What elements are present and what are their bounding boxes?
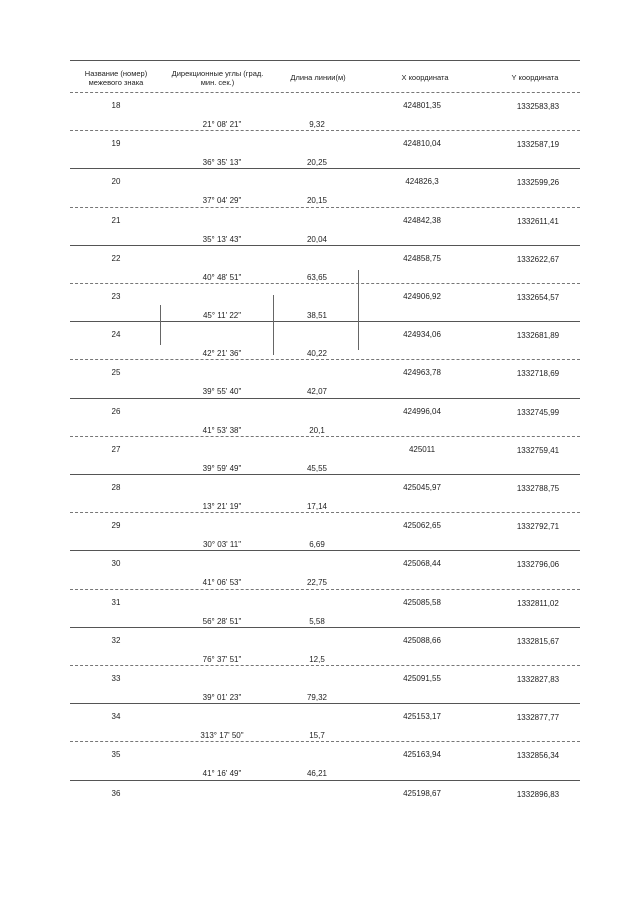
y-coordinate: 1332587,19 <box>516 140 560 150</box>
direction-angle: 41° 16' 49" <box>202 769 242 779</box>
point-number: 24 <box>111 330 121 340</box>
row-rule <box>70 359 580 360</box>
y-coordinate: 1332796,06 <box>516 560 560 570</box>
direction-angle: 39° 01' 23" <box>202 693 242 702</box>
x-coordinate: 425088,66 <box>403 635 441 645</box>
direction-angle: 45° 11' 22" <box>202 311 242 320</box>
x-coordinate: 425062,65 <box>403 521 441 531</box>
line-length: 46,21 <box>306 769 328 779</box>
y-coordinate: 1332811,02 <box>517 598 559 608</box>
y-coordinate: 1332681,89 <box>516 331 560 341</box>
y-coordinate: 1332611,41 <box>517 216 559 226</box>
point-number: 19 <box>111 139 121 149</box>
row-rule <box>70 207 580 208</box>
line-length: 20,1 <box>309 425 325 435</box>
column-rule <box>160 305 161 345</box>
row-rule <box>70 398 580 399</box>
line-length: 38,51 <box>306 311 328 320</box>
direction-angle: 40° 48' 51" <box>202 272 242 282</box>
line-length: 63,65 <box>306 272 328 282</box>
x-coordinate: 425153,17 <box>403 712 441 722</box>
header-angle: Дирекционные углы (град. мин. сек.) <box>171 69 264 87</box>
y-coordinate: 1332877,77 <box>516 713 560 723</box>
direction-angle: 41° 53' 38" <box>202 425 242 435</box>
row-rule <box>70 245 580 246</box>
y-coordinate: 1332788,75 <box>516 484 560 493</box>
direction-angle: 37° 04' 29" <box>202 196 242 206</box>
direction-angle: 76° 37' 51" <box>202 654 242 664</box>
column-rule <box>273 295 274 355</box>
y-coordinate: 1332815,67 <box>516 636 560 646</box>
direction-angle: 36° 35' 13" <box>202 158 242 168</box>
x-coordinate: 424963,78 <box>403 368 441 378</box>
line-length: 9,32 <box>309 120 325 129</box>
y-coordinate: 1332718,69 <box>516 369 560 379</box>
line-length: 6,69 <box>309 540 325 550</box>
point-number: 34 <box>111 712 121 722</box>
x-coordinate: 425163,94 <box>403 750 441 760</box>
header-x: X координата <box>401 73 449 82</box>
line-length: 42,07 <box>306 387 328 397</box>
direction-angle: 13° 21' 19" <box>202 502 242 511</box>
point-number: 27 <box>111 444 121 454</box>
direction-angle: 56° 28' 51" <box>202 616 242 626</box>
line-length: 5,58 <box>309 616 325 626</box>
point-number: 18 <box>111 101 121 110</box>
y-coordinate: 1332654,57 <box>516 293 560 302</box>
x-coordinate: 425011 <box>408 444 436 454</box>
row-rule <box>70 512 580 513</box>
line-length: 15,7 <box>309 731 325 741</box>
row-rule <box>70 130 580 131</box>
line-length: 20,15 <box>306 196 328 206</box>
line-length: 79,32 <box>306 693 328 702</box>
row-rule <box>70 550 580 551</box>
point-number: 26 <box>111 406 121 416</box>
y-coordinate: 1332583,83 <box>516 102 560 111</box>
row-rule <box>70 168 580 169</box>
x-coordinate: 424906,92 <box>403 292 441 301</box>
x-coordinate: 424858,75 <box>403 253 441 263</box>
header-length: Длина линии(м) <box>290 73 346 82</box>
point-number: 31 <box>111 597 121 607</box>
line-length: 20,04 <box>306 234 328 244</box>
point-number: 21 <box>111 215 121 225</box>
direction-angle: 39° 55' 40" <box>202 387 242 397</box>
direction-angle: 21° 08' 21" <box>202 120 242 129</box>
point-number: 20 <box>111 177 121 187</box>
row-rule <box>70 321 580 322</box>
x-coordinate: 424996,04 <box>403 406 441 416</box>
direction-angle: 42° 21' 36" <box>202 349 242 359</box>
direction-angle: 313° 17' 50" <box>200 731 244 741</box>
header-top-rule <box>70 60 580 61</box>
x-coordinate: 424801,35 <box>403 101 441 110</box>
direction-angle: 35° 13' 43" <box>202 234 242 244</box>
y-coordinate: 1332792,71 <box>516 522 560 532</box>
line-length: 45,55 <box>306 463 328 473</box>
x-coordinate: 425091,55 <box>403 674 441 683</box>
x-coordinate: 425068,44 <box>403 559 441 569</box>
row-rule <box>70 474 580 475</box>
x-coordinate: 424842,38 <box>403 215 441 225</box>
direction-angle: 30° 03' 11" <box>202 540 242 550</box>
line-length: 20,25 <box>306 158 328 168</box>
x-coordinate: 425198,67 <box>403 788 441 798</box>
x-coordinate: 425045,97 <box>403 483 441 492</box>
point-number: 35 <box>111 750 121 760</box>
line-length: 40,22 <box>306 349 328 359</box>
row-rule <box>70 741 580 742</box>
line-length: 12,5 <box>309 654 325 664</box>
row-rule <box>70 703 580 704</box>
line-length: 22,75 <box>306 578 328 588</box>
x-coordinate: 424826,3 <box>405 177 439 187</box>
y-coordinate: 1332827,83 <box>516 675 560 684</box>
direction-angle: 41° 06' 53" <box>202 578 242 588</box>
row-rule <box>70 665 580 666</box>
point-number: 25 <box>111 368 121 378</box>
y-coordinate: 1332856,34 <box>516 751 560 761</box>
y-coordinate: 1332759,41 <box>516 445 560 455</box>
row-rule <box>70 589 580 590</box>
line-length: 17,14 <box>306 502 328 511</box>
row-rule <box>70 780 580 781</box>
point-number: 23 <box>111 292 121 301</box>
point-number: 32 <box>111 635 121 645</box>
point-number: 28 <box>111 483 121 492</box>
y-coordinate: 1332745,99 <box>516 407 560 417</box>
point-number: 22 <box>111 253 121 263</box>
header-bottom-rule <box>70 92 580 93</box>
x-coordinate: 424934,06 <box>403 330 441 340</box>
row-rule <box>70 627 580 628</box>
point-number: 29 <box>111 521 121 531</box>
row-rule <box>70 436 580 437</box>
point-number: 33 <box>111 674 121 683</box>
header-number: Название (номер) межевого знака <box>84 69 148 87</box>
x-coordinate: 425085,58 <box>403 597 441 607</box>
point-number: 36 <box>111 788 121 798</box>
column-rule <box>358 270 359 350</box>
y-coordinate: 1332622,67 <box>516 254 560 264</box>
point-number: 30 <box>111 559 121 569</box>
row-rule <box>70 283 580 284</box>
y-coordinate: 1332896,83 <box>516 789 560 799</box>
header-y: Y координата <box>511 73 559 82</box>
y-coordinate: 1332599,26 <box>516 178 560 188</box>
direction-angle: 39° 59' 49" <box>202 463 242 473</box>
x-coordinate: 424810,04 <box>403 139 441 149</box>
